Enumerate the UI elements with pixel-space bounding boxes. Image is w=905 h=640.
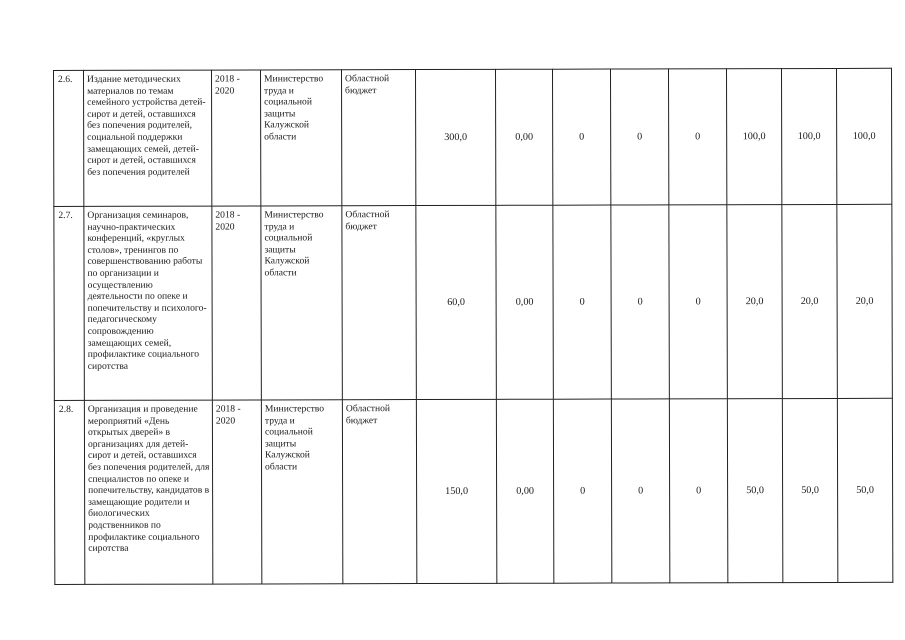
amount-cell: 0,00: [496, 399, 553, 583]
row-number: 2.6.: [54, 70, 84, 206]
amount-cell: 100,0: [726, 69, 781, 205]
activity-description: Организация и проведение мероприятий «День открытых дверей» в организациях для детей-сирот и детей, оставшихся без попечения родителей, для специалистов по опеке и попечительству, кандидатов в замещающие родители и биологических родственников по профилактике социального сиротства: [84, 400, 212, 584]
amount-cell: 100,0: [836, 68, 891, 204]
amount-cell: 20,0: [837, 204, 893, 398]
amount-cell: 100,0: [781, 68, 836, 204]
implementation-period: 2018 - 2020: [212, 400, 261, 584]
total-amount: 300,0: [416, 69, 496, 205]
funding-source: Областной бюджет: [342, 206, 417, 400]
total-amount: 60,0: [416, 205, 497, 399]
program-activities-table: [53, 68, 893, 585]
responsible-executor: Министерство труда и социальной защиты Калужской области: [261, 400, 342, 584]
implementation-period: 2018 - 2020: [212, 206, 262, 400]
amount-cell: 0: [668, 69, 726, 205]
amount-cell: 50,0: [837, 398, 892, 582]
amount-cell: 50,0: [727, 399, 782, 583]
responsible-executor: Министерство труда и социальной защиты Калужской области: [261, 206, 343, 400]
table-row: [54, 68, 892, 206]
activity-description: Организация семинаров, научно-практических конференций, «круглых столов», тренингов по совершенствованию работы по организации и осуществлению деятельности по опеке и попечительству и психолого-педагогическому сопровождению замещающих семей, профилактике социального сиротства: [84, 206, 213, 400]
amount-cell: 0: [553, 205, 612, 399]
row-number: 2.8.: [54, 400, 84, 584]
table-row: [54, 398, 892, 584]
row-number: 2.7.: [54, 206, 85, 400]
amount-cell: 0: [669, 205, 728, 399]
amount-cell: 20,0: [727, 205, 783, 399]
responsible-executor: Министерство труда и социальной защиты Калужской области: [261, 70, 342, 206]
total-amount: 150,0: [416, 399, 496, 583]
amount-cell: 0: [553, 399, 611, 583]
funding-source: Областной бюджет: [342, 400, 416, 584]
amount-cell: 20,0: [782, 204, 838, 398]
amount-cell: 0: [611, 205, 670, 399]
amount-cell: 0: [611, 399, 669, 583]
amount-cell: 0,00: [495, 69, 552, 205]
amount-cell: 0: [552, 69, 610, 205]
amount-cell: 0,00: [496, 205, 554, 399]
funding-source: Областной бюджет: [342, 70, 416, 206]
activity-description: Издание методических материалов по темам семейного устройства детей-сирот и детей, оставшихся без попечения родителей, социальной поддержки замещающих семей, детей-сирот и детей, оставшихся без попечения родителей: [84, 70, 212, 206]
amount-cell: 0: [669, 399, 727, 583]
amount-cell: 0: [610, 69, 668, 205]
amount-cell: 50,0: [782, 398, 837, 582]
implementation-period: 2018 - 2020: [212, 70, 261, 206]
table-row: [54, 204, 893, 400]
